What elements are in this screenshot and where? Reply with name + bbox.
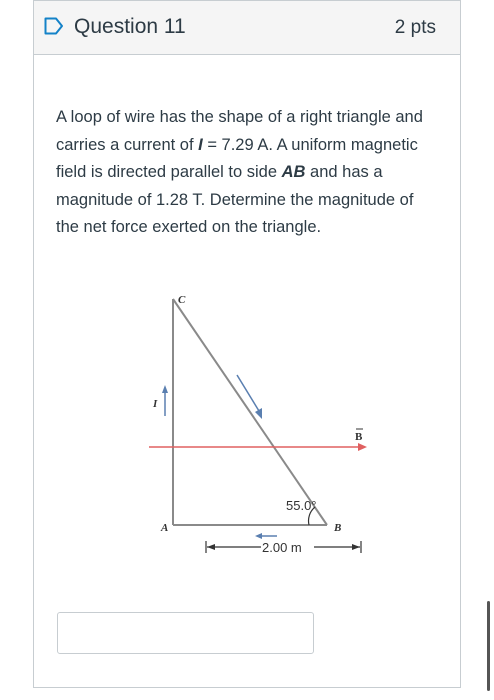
question-points: 2 pts: [394, 17, 436, 38]
field-arrowhead: [358, 443, 367, 451]
vertex-label-a: A: [161, 522, 169, 534]
question-card: [33, 0, 461, 688]
question-header: [34, 1, 460, 55]
current-symbol: I: [198, 135, 203, 154]
question-text-part: and has a magnitude of 1.28 T. Determine the magnitude of the net force exerted on the triangle.: [56, 163, 414, 236]
vertex-label-c: C: [178, 294, 186, 306]
flag-question-icon[interactable]: [44, 17, 64, 35]
question-text-part: A loop of wire has the shape of a right triangle and carries a current of: [56, 108, 423, 154]
question-text-part: = 7.29 A. A uniform magnetic field is directed parallel to side: [56, 135, 418, 181]
dimension-arrowhead-right: [352, 544, 360, 550]
current-arrowhead-ac: [162, 385, 168, 393]
current-label: I: [153, 398, 158, 410]
side-cb: [173, 299, 327, 525]
current-arrow-cb: [237, 375, 259, 411]
answer-input[interactable]: [57, 612, 314, 654]
dimension-arrowhead-left: [207, 544, 215, 550]
question-title: Question 11: [74, 15, 186, 38]
side-label: AB: [281, 163, 306, 181]
vertex-label-b: B: [334, 522, 342, 534]
triangle-diagram: [149, 291, 381, 566]
current-arrowhead-ab: [255, 533, 262, 539]
scrollbar[interactable]: [487, 601, 490, 691]
length-label: 2.00 m: [262, 540, 302, 555]
angle-label: 55.0°: [286, 498, 317, 513]
question-text: [56, 104, 440, 242]
field-label: B: [355, 431, 363, 443]
